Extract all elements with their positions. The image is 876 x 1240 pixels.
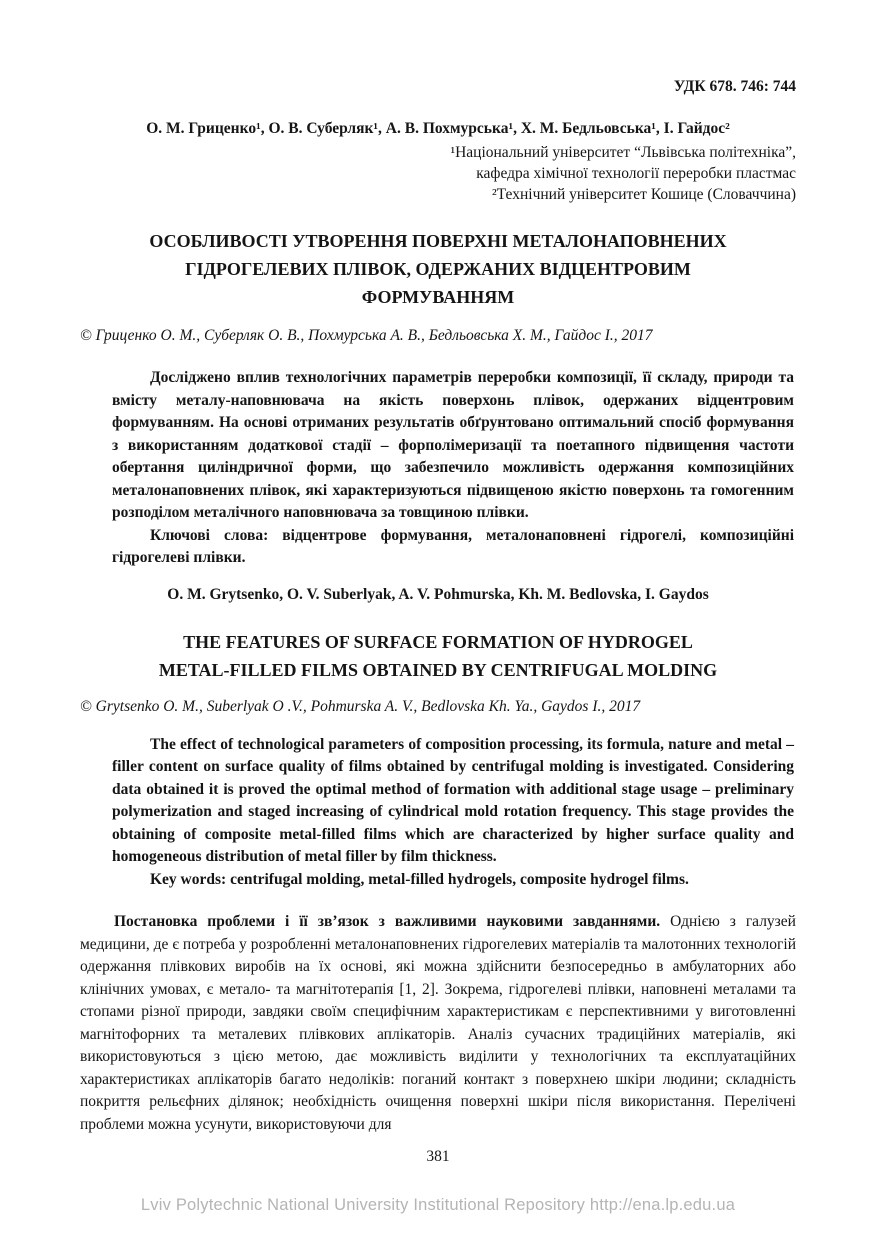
title-en-line-2: METAL-FILLED FILMS OBTAINED BY CENTRIFUGAL MOLDING <box>158 659 718 680</box>
body-paragraph <box>80 911 796 1136</box>
body-paragraph-lead: Постановка проблеми і її зв’язок з важливими науковими завданнями. <box>114 913 661 930</box>
title-ua-line-2: ГІДРОГЕЛЕВИХ ПЛІВОК, ОДЕРЖАНИХ ВІДЦЕНТРОВИМ <box>185 259 691 279</box>
paper-title-ua <box>80 227 796 311</box>
page-number: 381 <box>426 1148 450 1165</box>
authors-line-ua: О. М. Гриценко¹, О. В. Суберляк¹, А. В. Похмурська¹, Х. М. Бедльовська¹, І. Гайдос² <box>146 120 730 137</box>
udc-code: УДК 678. 746: 744 <box>673 78 796 95</box>
body-paragraph-text: Однією з галузей медицини, де є потреба у розробленні металонаповнених гідрогелевих матеріалів та малотонних технологій одержання плівкових виробів на їх основі, які можна здійснити безпосередньо в амбулаторних або клінічних умовах, є метало- та магнітотерапія [1, 2]. Зокрема, гідрогелеві плівки, наповнені металами та стопами різної природи, завдяки своїм специфічним характеристикам є перспективними у виготовленні магнітофорних та металевих плівкових аплікаторів. Аналіз сучасних традиційних матеріалів, які використовуються з цією метою, дає можливість виділити у технологічних та експлуатаційних характеристиках аплікаторів багато недоліків: поганий контакт з поверхнею шкіри людини; складність покриття рельєфних ділянок; необхідність очищення поверхні шкіри після використання. Перелічені проблеми можна усунути, використовуючи для <box>80 913 796 1133</box>
repository-footer: Lviv Polytechnic National University Institutional Repository http://ena.lp.edu.ua <box>140 1196 736 1214</box>
authors-line-en: O. M. Grytsenko, O. V. Suberlyak, A. V. Pohmurska, Kh. M. Bedlovska, I. Gaydos <box>167 585 709 603</box>
copyright-ua: © Гриценко О. М., Суберляк О. В., Похмурська А. В., Бедльовська Х. М., Гайдос І., 2017 <box>80 327 653 344</box>
keywords-en: Key words: centrifugal molding, metal-filled hydrogels, composite hydrogel films. <box>150 870 689 888</box>
copyright-en: © Grytsenko O. M., Suberlyak O .V., Pohmurska A. V., Bedlovska Kh. Ya., Gaydos I., 2017 <box>80 697 641 715</box>
title-ua-line-3: ФОРМУВАННЯМ <box>361 287 515 307</box>
paper-title-en <box>80 628 796 684</box>
abstract-ua: Досліджено вплив технологічних параметрів переробки композиції, її складу, природи та вмісту металу-наповнювача на якість поверхонь плівок, одержаних відцентровим формуванням. На основі отриманих результатів обґрунтовано оптимальний спосіб формування з використанням додаткової стадії – форполімеризації та поетапного підвищення частоти обертання циліндричної форми, що забезпечило можливість одержання композиційних металонаповнених плівок, які характеризуються підвищеною якістю поверхонь та гомогенним розподілом металічного наповнювача за товщиною плівки. <box>112 369 794 521</box>
affiliation-line-1: ¹Національний університет “Львівська політехніка”, <box>450 144 796 161</box>
affiliations-block <box>80 142 796 205</box>
keywords-ua: Ключові слова: відцентрове формування, металонаповнені гідрогелі, композиційні гідрогелеві плівки. <box>112 526 794 566</box>
abstract-en: The effect of technological parameters of composition processing, its formula, nature and metal –filler content on surface quality of films obtained by centrifugal molding is investigated. Considering data obtained it is proved the optimal method of formation with additional stage usage – preliminary polymerization and staged increasing of cylindrical mold rotation frequency. This stage provides the obtaining of composite metal-filled films which are characterized by higher surface quality and homogeneous distribution of metal filler by film thickness. <box>112 735 794 865</box>
affiliation-line-3: ²Технічний університет Кошице (Словаччина) <box>492 186 796 203</box>
title-ua-line-1: ОСОБЛИВОСТІ УТВОРЕННЯ ПОВЕРХНІ МЕТАЛОНАПОВНЕНИХ <box>149 231 727 251</box>
title-en-line-1: THE FEATURES OF SURFACE FORMATION OF HYDROGEL <box>183 631 693 652</box>
affiliation-line-2: кафедра хімічної технології переробки пластмас <box>476 165 796 182</box>
